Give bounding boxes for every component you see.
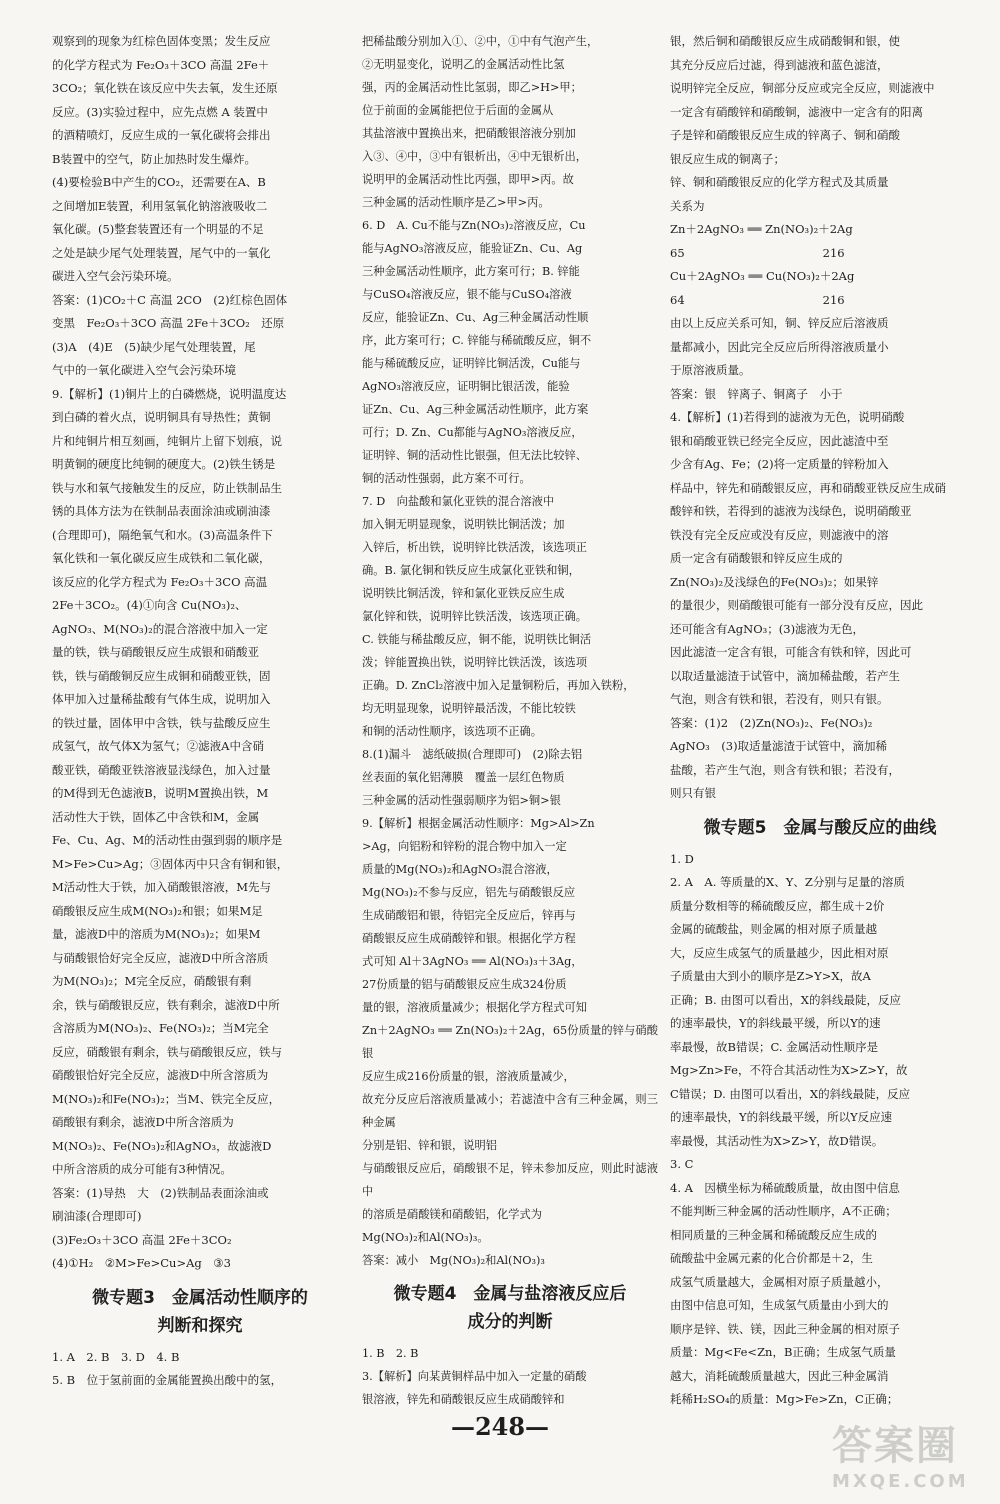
text-line: 质一定含有硝酸银和锌反应生成的: [670, 551, 843, 565]
text-line: 三种金属活动性顺序，此方案可行；B. 锌能: [362, 265, 580, 278]
watermark-logo: [832, 1414, 982, 1492]
text-line: 率最慢，其活动性为X>Z>Y，故D错误。: [670, 1133, 884, 1148]
text-line: 3. C: [670, 1157, 694, 1171]
text-line: 锈的具体方法为在铁制品表面涂油或刷油漆: [52, 504, 271, 518]
solution-text: [362, 30, 658, 214]
text-line: 铁没有完全反应或没有反应，则滤液中的溶: [670, 527, 889, 542]
text-line: 的量很少，则硝酸银可能有一部分没有反应，因此: [670, 598, 923, 612]
text-line: 能与AgNO₃溶液反应，能验证Zn、Cu、Ag: [362, 242, 583, 255]
text-line: 9.【解析】(1)铜片上的白磷燃烧，说明温度达: [52, 386, 287, 401]
text-line: 质量的Mg(NO₃)₂和AgNO₃混合溶液，: [362, 863, 558, 876]
text-line: 率最慢，故B错误；C. 金属活动性顺序是: [670, 1039, 879, 1054]
text-line: M>Fe>Cu>Ag；③固体丙中只含有铜和银，: [52, 856, 289, 871]
text-line: 1. D: [670, 851, 694, 866]
text-line: 与CuSO₄溶液反应，银不能与CuSO₄溶液: [362, 288, 572, 301]
text-line: 2. A A. 等质量的X、Y、Z分别与足量的溶质: [670, 875, 905, 889]
text-line: 余，铁与硝酸银反应，铁有剩余，滤液D中所: [52, 997, 280, 1012]
text-line: 证明锌、铜的活动性比银强，但无法比较锌、: [362, 449, 588, 462]
section-title-3: [52, 1284, 348, 1340]
text-line: 正确。D. ZnCl₂溶液中加入足量铜粉后，再加入铁粉，: [362, 679, 635, 692]
text-line: 氧化铁和一氧化碳反应生成铁和二氧化碳，: [52, 551, 271, 565]
text-line: 大，反应生成氢气的质量越少，因此相对原: [670, 945, 889, 960]
text-line: Zn＋2AgNO₃ ══ Zn(NO₃)₂＋2Ag: [670, 222, 853, 236]
text-line: 丝表面的氧化铝薄膜 覆盖一层红色物质: [362, 771, 565, 784]
answer-block: [670, 712, 970, 806]
text-line: 因此滤渣一定含有银，可能含有铁和锌，因此可: [670, 645, 912, 659]
text-line: 酸亚铁，硝酸亚铁溶液显浅绿色，加入过量: [52, 762, 271, 777]
question-8: [362, 743, 658, 812]
text-line: 则只有银: [670, 786, 716, 800]
text-line: 铁与水和氧气接触发生的反应，防止铁制品生: [52, 480, 282, 495]
answer-block: [362, 1249, 658, 1272]
text-line: 1. A 2. B 3. D 4. B: [52, 1349, 180, 1364]
text-line: 反应生成216份质量的银，溶液质量减少，: [362, 1070, 575, 1083]
text-line: 其盐溶液中置换出来，把硝酸银溶液分别加: [362, 127, 576, 140]
text-line: 以取适量滤渣于试管中，滴加稀盐酸，若产生: [670, 668, 900, 683]
text-line: 的化学方程式为 Fe₂O₃＋3CO 高温 2Fe＋: [52, 57, 270, 72]
text-line: 反应。(3)实验过程中，应先点燃 A 装置中: [52, 104, 268, 119]
text-line: M(NO₃)₂和Fe(NO₃)₂；当M、铁完全反应，: [52, 1091, 281, 1106]
answer-block: [670, 383, 970, 407]
text-line: 反应，硝酸银有剩余，铁与硝酸银反应，铁与: [52, 1044, 282, 1059]
text-line: 位于前面的金属能把位于后面的金属从: [362, 104, 554, 117]
text-line: 硫酸盐中金属元素的化合价都是＋2，生: [670, 1251, 873, 1265]
text-line: 反应，能验证Zn、Cu、Ag三种金属活动性顺: [362, 311, 589, 324]
text-line: 质量：Mg<Fe<Zn，B正确；生成氢气质量: [670, 1345, 896, 1359]
text-line: M(NO₃)₂、Fe(NO₃)₂和AgNO₃，故滤液D: [52, 1138, 272, 1153]
text-line: 6. D A. Cu不能与Zn(NO₃)₂溶液反应，Cu: [362, 219, 586, 232]
solution-text: [670, 30, 970, 383]
question-6: [362, 214, 658, 490]
text-line: 可行；D. Zn、Cu都能与AgNO₃溶液反应，: [362, 426, 583, 439]
text-line: 气泡，则含有铁和银，若没有，则只有银。: [670, 692, 889, 706]
text-line: Mg(NO₃)₂不参与反应，铝先与硝酸银反应: [362, 886, 576, 899]
text-line: 硝酸银恰好完全反应，滤液D中所含溶质为: [52, 1068, 269, 1082]
watermark-url: MXQE.COM: [832, 1471, 969, 1492]
text-line: 不能判断三种金属的活动性顺序，A不正确；: [670, 1204, 897, 1218]
text-line: 均无明显现象，说明锌最活泼，不能比较铁: [362, 702, 576, 715]
text-line: C错误；D. 由图可以看出，X的斜线最陡，反应: [670, 1086, 911, 1101]
column-middle: [362, 30, 658, 1411]
text-line: 量的银，溶液质量减少；根据化学方程式可知: [362, 1001, 588, 1014]
text-line: Cu＋2AgNO₃ ══ Cu(NO₃)₂＋2Ag: [670, 269, 855, 283]
text-line: 3CO₂；氧化铁在该反应中失去氧，发生还原: [52, 81, 278, 95]
text-line: 硝酸银反应生成M(NO₃)₂和银；如果M足: [52, 903, 263, 918]
text-line: 观察到的现象为红棕色固体变黑；发生反应: [52, 34, 271, 48]
text-line: 分别是铝、锌和银，说明铝: [362, 1139, 498, 1152]
text-line: 顺序是锌、铁、镁，因此三种金属的相对原子: [670, 1321, 900, 1336]
text-line: Zn(NO₃)₂及浅绿色的Fe(NO₃)₂；如果锌: [670, 574, 879, 589]
text-line: (4)要检验B中产生的CO₂，还需要在A、B: [52, 175, 266, 189]
text-line: 三种金属的活动性强弱顺序为铝>铜>银: [362, 794, 561, 807]
text-line: 的M得到无色滤液B，说明M置换出铁，M: [52, 786, 269, 800]
text-line: 4. A 因横坐标为稀硫酸质量，故由图中信息: [670, 1180, 900, 1195]
question-9-analysis: [362, 812, 658, 1249]
text-line: 样品中，锌先和硝酸银反应，再和硝酸亚铁反应生成硝: [670, 480, 946, 495]
text-line: 27份质量的铝与硝酸银反应生成324份质: [362, 978, 567, 991]
text-line: 片和纯铜片相互刻画，纯铜片上留下划痕，说: [52, 433, 282, 448]
text-line: 变黑 Fe₂O₃＋3CO 高温 2Fe＋3CO₂ 还原: [52, 316, 285, 330]
text-line: 子质量由大到小的顺序是Z>Y>X，故A: [670, 969, 871, 983]
text-line: 含溶质为M(NO₃)₂、Fe(NO₃)₂；当M完全: [52, 1021, 269, 1035]
text-line: 由图中信息可知，生成氢气质量由小到大的: [670, 1298, 889, 1312]
text-line: 氧化碳。(5)整套装置还有一个明显的不足: [52, 222, 264, 236]
text-line: 的铁过量，固体甲中含铁，铁与盐酸反应生: [52, 715, 271, 730]
text-line: 铜的活动性强弱，此方案不可行。: [362, 472, 531, 485]
text-line: 答案：银 锌离子、铜离子 小于: [670, 386, 843, 401]
text-line: 2Fe＋3CO₂。(4)①向含 Cu(NO₃)₂、: [52, 598, 247, 612]
text-line: 氯化锌和铁，说明锌比铁活泼，该选项正确。: [362, 610, 588, 623]
text-line: 加入铜无明显现象，说明铁比铜活泼；加: [362, 518, 565, 531]
text-line: 金属的硫酸盐，则金属的相对原子质量越: [670, 922, 877, 936]
text-line: Fe、Cu、Ag、M的活动性由强到弱的顺序是: [52, 833, 283, 847]
text-line: Mg(NO₃)₂和Al(NO₃)₃。: [362, 1231, 489, 1244]
text-line: 答案：减小 Mg(NO₃)₂和Al(NO₃)₃: [362, 1254, 545, 1267]
text-line: 4.【解析】(1)若得到的滤液为无色，说明硝酸: [670, 410, 905, 424]
question-9-analysis: [52, 383, 348, 1182]
text-line: AgNO₃ (3)取适量滤渣于试管中，滴加稀: [670, 739, 888, 753]
text-line: 于原溶液质量。: [670, 363, 751, 377]
text-line: 酸锌和铁，若得到的滤液为浅绿色，说明硝酸亚: [670, 504, 912, 518]
text-line: 耗稀H₂SO₄的质量：Mg>Fe>Zn，C正确；: [670, 1392, 899, 1406]
text-line: 9.【解析】根据金属活动性顺序：Mg>Al>Zn: [362, 817, 595, 830]
text-line: 答案：(1)2 (2)Zn(NO₃)₂、Fe(NO₃)₂: [670, 715, 873, 730]
text-line: 银和硝酸亚铁已经完全反应，因此滤渣中至: [670, 433, 889, 448]
text-line: 越大，消耗硫酸质量越大，因此三种金属消: [670, 1368, 889, 1383]
text-line: AgNO₃、M(NO₃)₂的混合溶液中加入一定: [52, 621, 268, 636]
text-line: 量的铁，铁与硝酸银反应生成银和硝酸亚: [52, 645, 259, 659]
text-line: 三种金属的活动性顺序是乙>甲>丙。: [362, 196, 550, 209]
text-line: 把稀盐酸分别加入①、②中，①中有气泡产生，: [362, 35, 599, 48]
section-title-line: 微专题4 金属与盐溶液反应后: [393, 1284, 627, 1304]
text-line: 65 216: [670, 245, 845, 260]
answer-block: [52, 289, 348, 383]
text-line: (3)Fe₂O₃＋3CO 高温 2Fe＋3CO₂: [52, 1232, 232, 1247]
text-line: 银，然后铜和硝酸银反应生成硝酸铜和银，使: [670, 34, 900, 48]
text-line: 能与稀硫酸反应，证明锌比铜活泼，Cu能与: [362, 357, 581, 370]
text-line: >Ag，向铝粉和锌粉的混合物中加入一定: [362, 840, 567, 853]
text-line: 还可能含有AgNO₃；(3)滤液为无色，: [670, 621, 865, 636]
text-line: 说明锌完全反应，铜部分反应或完全反应，则滤液中: [670, 81, 935, 95]
text-line: 一定含有硝酸锌和硝酸铜，滤液中一定含有的阳离: [670, 104, 923, 119]
text-line: M活动性大于铁，加入硝酸银溶液，M先与: [52, 880, 272, 894]
text-line: 硝酸银有剩余，滤液D中所含溶质为: [52, 1115, 234, 1129]
text-line: 相同质量的三种金属和稀硫酸反应生成的: [670, 1227, 877, 1242]
text-line: C. 铁能与稀盐酸反应，铜不能，说明铁比铜活: [362, 633, 592, 646]
text-line: 与硝酸银反应后，硝酸银不足，锌未参加反应，则此时滤液中: [362, 1162, 658, 1198]
answers-list: [362, 1342, 658, 1411]
text-line: 的速率最快，Y的斜线最平缓，所以Y反应速: [670, 1110, 893, 1124]
text-line: (4)①H₂ ②M>Fe>Cu>Ag ③3: [52, 1256, 231, 1270]
text-line: 1. B 2. B: [362, 1347, 419, 1360]
text-line: 活动性大于铁，固体乙中含铁和M，金属: [52, 809, 260, 824]
text-line: 明黄铜的硬度比纯铜的硬度大。(2)铁生锈是: [52, 457, 276, 471]
text-line: ②无明显变化，说明乙的金属活动性比氢: [362, 58, 565, 71]
text-line: 体甲加入过量稀盐酸有气体生成，说明加入: [52, 692, 271, 706]
text-line: B装置中的空气，防止加热时发生爆炸。: [52, 151, 256, 166]
text-line: 中所含溶质的成分可能有3种情况。: [52, 1162, 232, 1176]
text-line: 刷油漆(合理即可): [52, 1209, 142, 1223]
section-title-line: 判断和探究: [157, 1315, 243, 1336]
text-line: 入③、④中，③中有银析出，④中无银析出，: [362, 150, 588, 163]
question-4-analysis: [670, 406, 970, 712]
text-line: 的溶质是硝酸镁和硝酸铝，化学式为: [362, 1208, 543, 1221]
text-line: 序，此方案可行；C. 锌能与稀硫酸反应，铜不: [362, 334, 592, 347]
text-line: 的酒精喷灯，反应生成的一氧化碳将会排出: [52, 128, 271, 142]
text-line: 硝酸银反应生成硝酸锌和银。根据化学方程: [362, 932, 576, 945]
text-line: 其充分反应后过滤，得到滤液和蓝色滤渣，: [670, 57, 889, 72]
text-line: 和铜的活动性顺序，该选项不正确。: [362, 725, 543, 738]
answers-list: [670, 848, 970, 1412]
solution-text: [52, 30, 348, 289]
text-line: 关系为: [670, 198, 705, 213]
text-line: 成氢气质量越大，金属相对原子质量越小，: [670, 1274, 889, 1289]
text-line: 为M(NO₃)₂；M完全反应，硝酸银有剩: [52, 974, 252, 988]
text-line: Mg>Zn>Fe，不符合其活动性为X>Z>Y，故: [670, 1063, 908, 1077]
text-line: 成氢气，故气体X为氢气；②滤液A中含硝: [52, 739, 264, 753]
answer-block: [52, 1182, 348, 1276]
text-line: 由以上反应关系可知，铜、锌反应后溶液质: [670, 316, 889, 330]
text-line: 泼；锌能置换出铁，说明锌比铁活泼，该选项: [362, 656, 588, 669]
text-line: 银溶液，锌先和硝酸银反应生成硝酸锌和: [362, 1393, 565, 1406]
section-title-line: 成分的判断: [467, 1312, 553, 1332]
text-line: AgNO₃溶液反应，证明铜比银活泼，能验: [362, 380, 570, 393]
column-left: [52, 30, 348, 1393]
text-line: 该反应的化学方程式为 Fe₂O₃＋3CO 高温: [52, 574, 268, 589]
text-line: 质量分数相等的稀硫酸反应，都生成＋2价: [670, 898, 885, 913]
text-line: 盐酸，若产生气泡，则含有铁和银；若没有，: [670, 762, 900, 777]
text-line: 银反应生成的铜离子；: [670, 151, 785, 166]
text-line: 答案：(1)导热 大 (2)铁制品表面涂油或: [52, 1185, 269, 1200]
text-line: 生成硝酸铝和银，待铝完全反应后，锌再与: [362, 909, 576, 922]
text-line: 到白磷的着火点，说明铜具有导热性；黄铜: [52, 410, 271, 424]
text-line: Zn＋2AgNO₃ ══ Zn(NO₃)₂＋2Ag，65份质量的锌与硝酸银: [362, 1024, 658, 1060]
text-line: 碳进入空气会污染环境。: [52, 269, 179, 283]
text-line: 答案：(1)CO₂＋C 高温 2CO (2)红棕色固体: [52, 292, 288, 307]
text-line: 说明甲的金属活动性比丙强，即甲>丙。故: [362, 173, 574, 186]
text-line: 正确；B. 由图可以看出，X的斜线最陡，反应: [670, 992, 901, 1007]
text-line: 5. B 位于氢前面的金属能置换出酸中的氢，: [52, 1373, 283, 1387]
text-line: 故充分反应后溶液质量减小；若滤渣中含有三种金属，则三种金属: [362, 1093, 658, 1129]
text-line: 子是锌和硝酸银反应生成的锌离子、铜和硝酸: [670, 128, 900, 142]
text-line: 确。B. 氯化铜和铁反应生成氯化亚铁和铜，: [362, 564, 580, 577]
text-line: 之处是缺少尾气处理装置，尾气中的一氧化: [52, 245, 271, 260]
text-line: 3.【解析】向某黄铜样品中加入一定量的硝酸: [362, 1370, 587, 1383]
text-line: 64 216: [670, 292, 845, 307]
text-line: 量，滤液D中的溶质为M(NO₃)₂；如果M: [52, 927, 261, 941]
watermark-title: 答案圈: [832, 1423, 958, 1469]
text-line: 7. D 向盐酸和氯化亚铁的混合溶液中: [362, 495, 555, 508]
answers-list: [52, 1346, 348, 1393]
text-line: 铁，铁与硝酸铜反应生成铜和硝酸亚铁，固: [52, 668, 271, 683]
section-title-line: 微专题3 金属活动性顺序的: [92, 1287, 308, 1308]
text-line: 入锌后，析出铁，说明锌比铁活泼，该选项正: [362, 541, 588, 554]
text-line: 与硝酸银恰好完全反应，滤液D中所含溶质: [52, 950, 269, 965]
text-line: 证Zn、Cu、Ag三种金属活动性顺序，此方案: [362, 403, 589, 416]
text-line: 8.(1)漏斗 滤纸破损(合理即可) (2)除去铝: [362, 748, 583, 761]
text-line: 锌、铜和硝酸银反应的化学方程式及其质量: [670, 175, 889, 189]
text-line: 量都减小，因此完全反应后所得溶液质量小: [670, 339, 889, 354]
column-right: [670, 30, 970, 1412]
section-title-line: 微专题5 金属与酸反应的曲线: [703, 817, 937, 838]
question-7: [362, 490, 658, 743]
text-line: (合理即可)，隔绝氧气和水。(3)高温条件下: [52, 527, 273, 542]
text-line: 的速率最快，Y的斜线最平缓，所以Y的速: [670, 1016, 881, 1030]
page-number: —248—: [450, 1412, 550, 1441]
text-line: 式可知 Al＋3AgNO₃ ══ Al(NO₃)₃＋3Ag，: [362, 955, 583, 968]
text-line: 说明铁比铜活泼，锌和氯化亚铁反应生成: [362, 587, 565, 600]
section-title-4: [362, 1280, 658, 1336]
text-line: 气中的一氧化碳进入空气会污染环境: [52, 363, 236, 377]
text-line: (3)A (4)E (5)缺少尾气处理装置，尾: [52, 339, 256, 354]
text-line: 强，丙的金属活动性比氢弱，即乙>H>甲；: [362, 81, 582, 94]
text-line: 少含有Ag、Fe；(2)将一定质量的锌粉加入: [670, 457, 889, 471]
text-line: 之间增加E装置，利用氢氧化钠溶液吸收二: [52, 198, 268, 213]
section-title-5: [670, 814, 970, 842]
